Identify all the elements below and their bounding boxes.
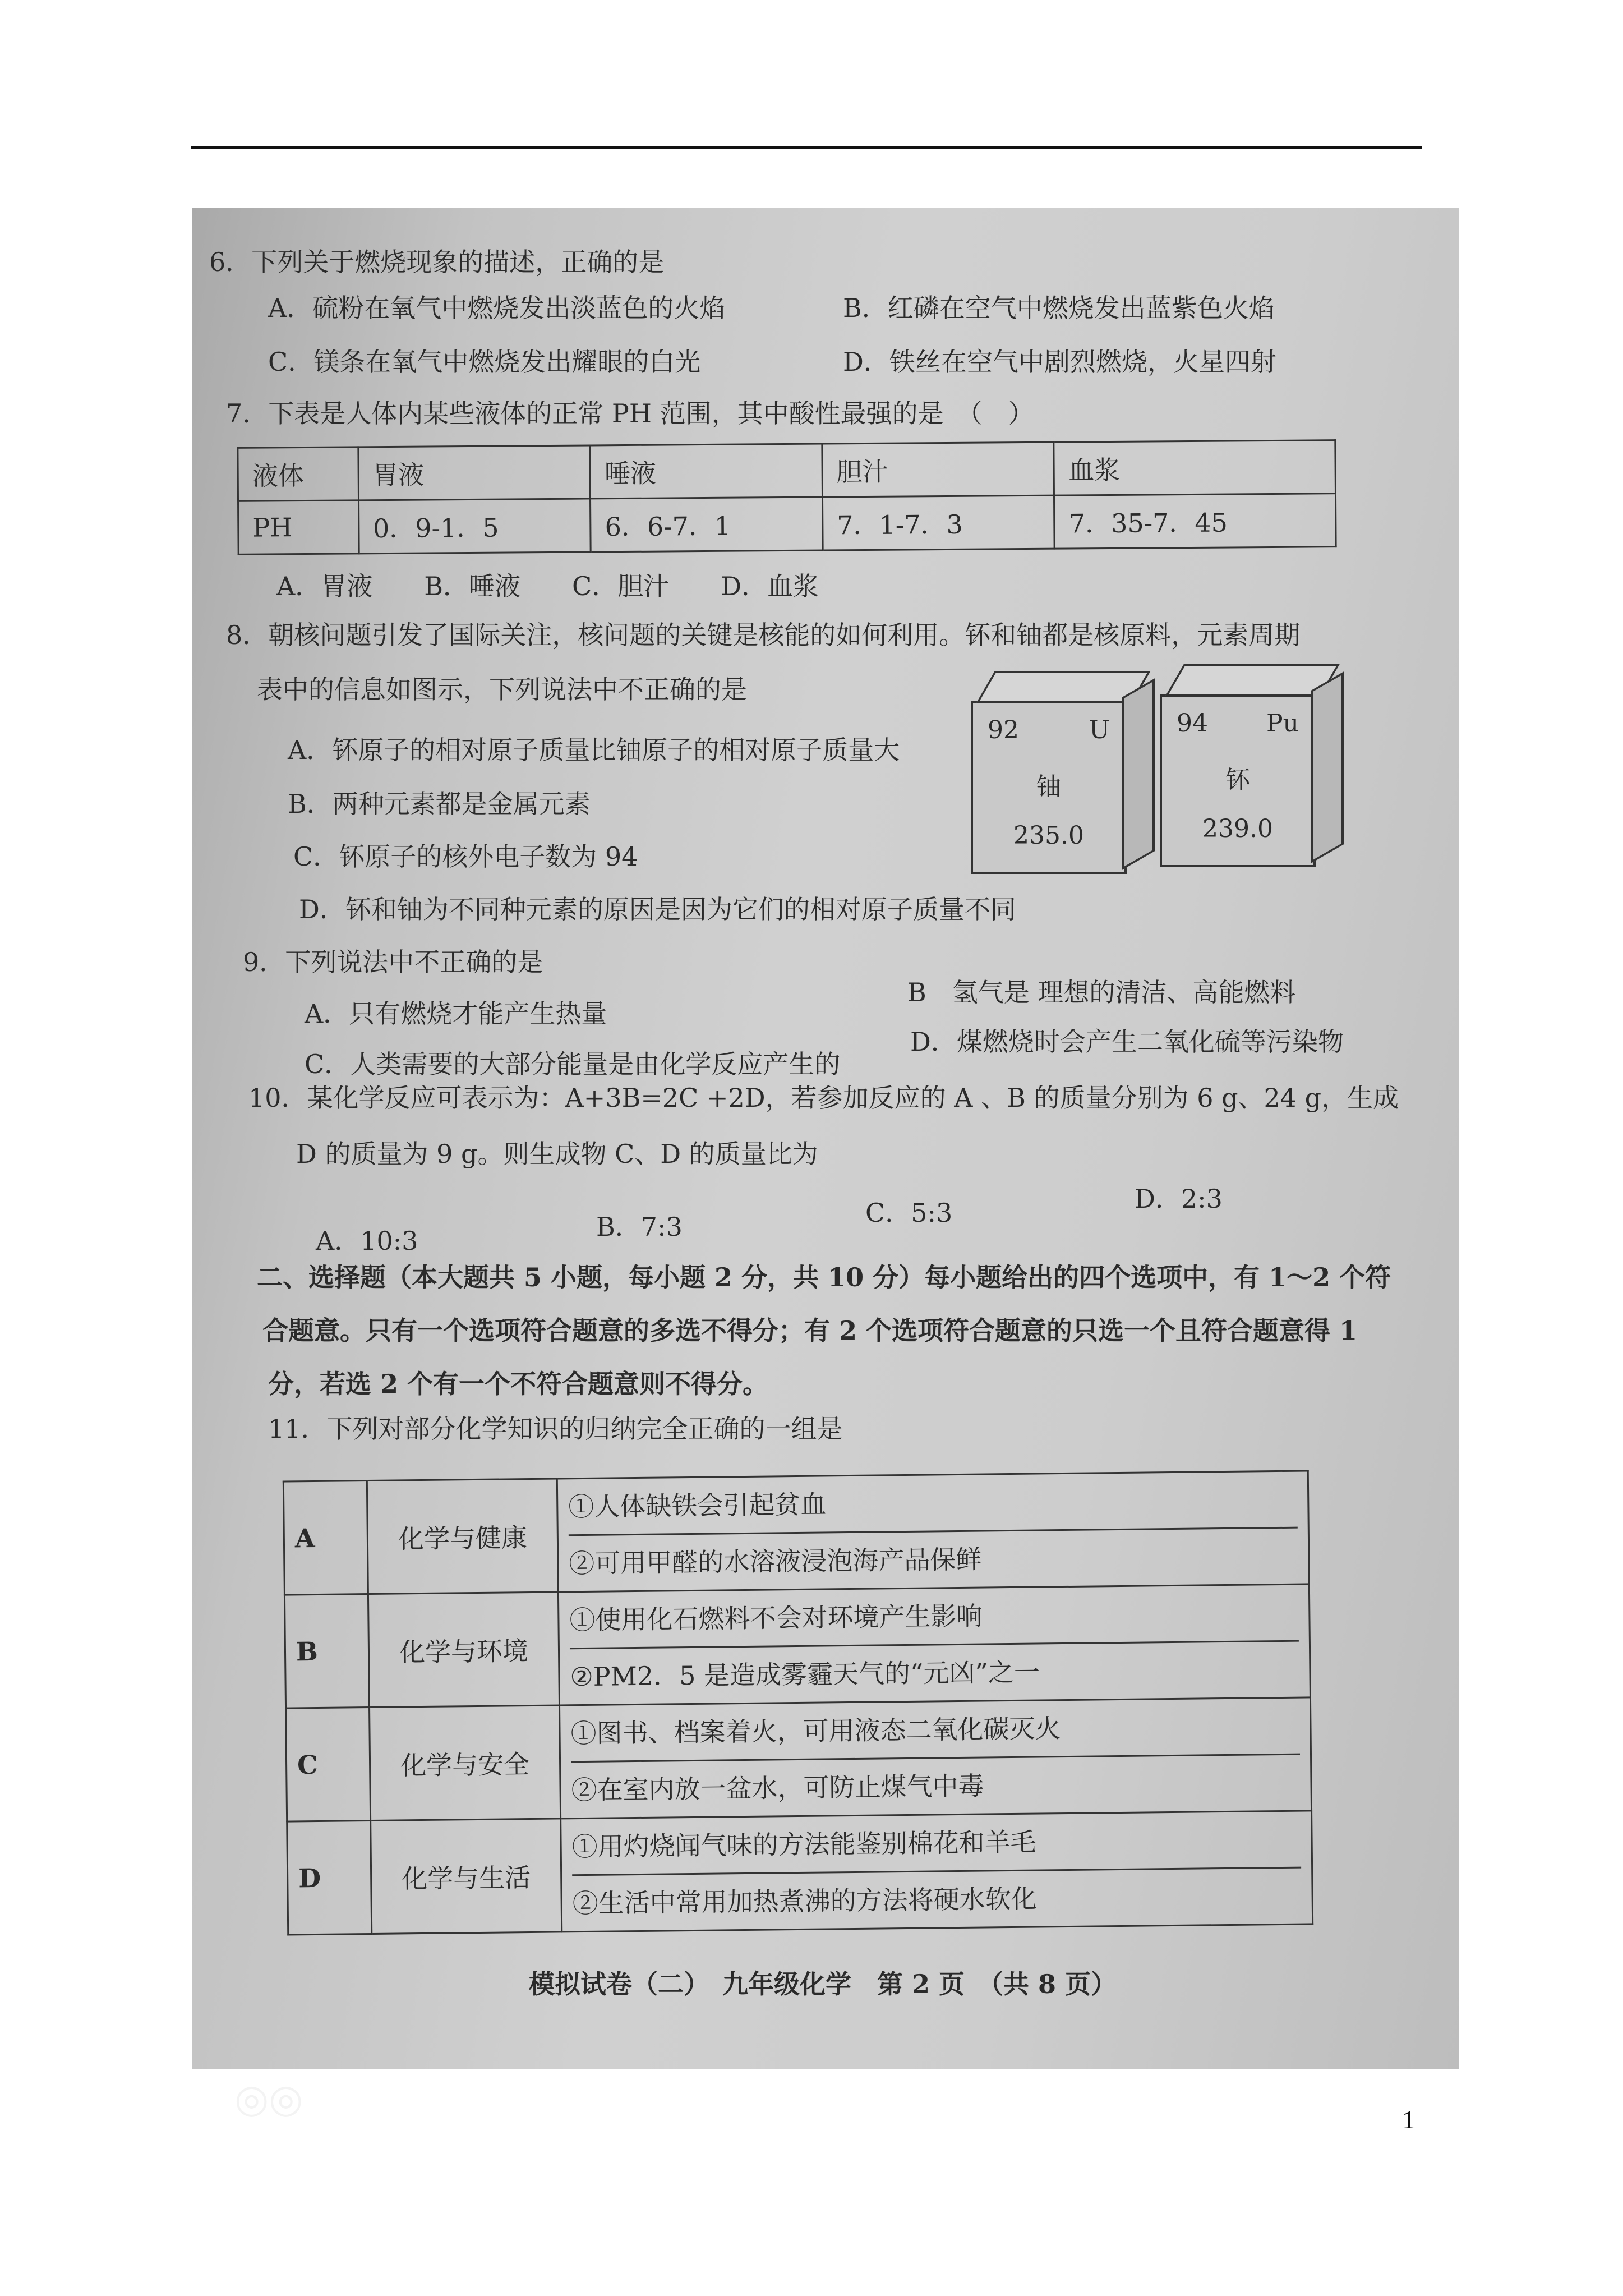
atomic-mass: 235.0: [1013, 821, 1084, 850]
q10-stem-line1: 10．某化学反应可表示为：A+3B=2C +2D，若参加反应的 A 、B 的质量分别为 6 g、24 g，生成: [248, 1083, 1399, 1113]
q8-stem-line2: 表中的信息如图示，下列说法中不正确的是: [257, 674, 747, 705]
table-cell: PH: [238, 500, 359, 554]
item-text: ②生活中常用加热煮沸的方法将硬水软化: [572, 1867, 1302, 1931]
row-letter: C: [286, 1708, 371, 1822]
header-rule: [191, 146, 1422, 149]
q9-stem: 9．下列说法中不正确的是: [243, 947, 543, 977]
row-topic: 化学与生活: [371, 1819, 562, 1934]
section2-heading-line1: 二、选择题（本大题共 5 小题，每小题 2 分，共 10 分）每小题给出的四个选项中，有 1～2 个符: [257, 1262, 1391, 1292]
item-text: ①图书、档案着火，可用液态二氧化碳灭火: [570, 1713, 1061, 1749]
table-cell: 胆汁: [822, 442, 1054, 497]
item-text: ②在室内放一盆水，可防止煤气中毒: [571, 1754, 1301, 1818]
q7-stem: 7．下表是人体内某些液体的正常 PH 范围，其中酸性最强的是 （ ）: [226, 398, 1034, 429]
q9-option-d: D．煤燃烧时会产生二氧化硫等污染物: [910, 1027, 1344, 1057]
table-cell: 7．35-7．45: [1054, 494, 1336, 549]
q8-stem-line1: 8．朝核问题引发了国际关注，核问题的关键是核能的如何利用。钚和铀都是核原料，元素周期: [226, 620, 1301, 650]
exam-photo: [192, 208, 1459, 2122]
q10-option-c: C．5:3: [865, 1198, 953, 1228]
section2-heading-line2: 合题意。只有一个选项符合题意的多选不得分；有 2 个选项符合题意的只选一个且符合题意得 1: [262, 1315, 1358, 1346]
table-cell: 6．6-7．1: [591, 497, 823, 552]
atomic-mass: 239.0: [1202, 815, 1273, 843]
item-text: ①用灼烧闻气味的方法能鉴别棉花和羊毛: [571, 1826, 1036, 1862]
row-letter: A: [283, 1481, 368, 1595]
row-items: [557, 1471, 1309, 1592]
q10-option-d: D．2:3: [1135, 1184, 1223, 1214]
q6-option-a: A．硫粉在氧气中燃烧发出淡蓝色的火焰: [268, 293, 726, 323]
q11-stem: 11．下列对部分化学知识的归纳完全正确的一组是: [268, 1414, 843, 1444]
q10-option-a: A．10:3: [316, 1226, 418, 1256]
row-topic: 化学与安全: [370, 1705, 561, 1821]
item-text: ①人体缺铁会引起贫血: [568, 1489, 827, 1522]
q7-options: A．胃液 B．唾液 C．胆汁 D．血浆: [276, 571, 819, 601]
row-items: [558, 1584, 1310, 1705]
q10-option-b: B．7:3: [596, 1212, 683, 1242]
row-items: [560, 1697, 1312, 1819]
exam-footer: 模拟试卷（二） 九年级化学 第 2 页 （共 8 页）: [529, 1969, 1117, 1999]
table-cell: 唾液: [590, 444, 822, 499]
table-row: [283, 1471, 1309, 1595]
row-topic: 化学与环境: [368, 1592, 559, 1708]
element-name: 铀: [1036, 772, 1061, 801]
q6-option-b: B．红磷在空气中燃烧发出蓝紫色火焰: [843, 293, 1275, 323]
watermark-logo-icon: ◎◎: [234, 2076, 303, 2122]
page-number: 1: [1402, 2105, 1415, 2134]
row-letter: B: [284, 1594, 369, 1709]
table-row: [238, 494, 1336, 555]
element-name: 钚: [1225, 766, 1250, 794]
table-row: [286, 1697, 1312, 1821]
q8-option-b: B．两种元素都是金属元素: [288, 789, 591, 819]
q10-stem-line2: D 的质量为 9 g。则生成物 C、D 的质量比为: [296, 1139, 818, 1169]
q8-option-c: C．钚原子的核外电子数为 94: [293, 841, 638, 872]
section2-heading-line3: 分，若选 2 个有一个不符合题意则不得分。: [268, 1369, 769, 1399]
q9-option-b: B 氢气是 理想的清洁、高能燃料: [907, 977, 1296, 1007]
table-row: [287, 1811, 1313, 1935]
table-cell: 血浆: [1054, 440, 1335, 495]
card-side-face: [1122, 678, 1155, 869]
table-cell: 0．9-1．5: [358, 499, 591, 554]
element-symbol: Pu: [1266, 709, 1299, 738]
q9-option-a: A．只有燃烧才能产生热量: [305, 999, 607, 1029]
row-letter: D: [287, 1820, 372, 1935]
item-text: ②可用甲醛的水溶液浸泡海产品保鲜: [569, 1527, 1298, 1591]
element-symbol: U: [1089, 716, 1110, 744]
ph-table: [237, 439, 1336, 555]
q6-option-c: C．镁条在氧气中燃烧发出耀眼的白光: [268, 347, 701, 377]
q6-stem: 6．下列关于燃烧现象的描述，正确的是: [209, 247, 665, 277]
q6-option-d: D．铁丝在空气中剧烈燃烧，火星四射: [843, 347, 1276, 377]
table-cell: 胃液: [358, 445, 590, 500]
table-row: [238, 440, 1336, 501]
table-cell: 液体: [238, 447, 358, 501]
atomic-number: 92: [988, 716, 1019, 744]
knowledge-table: [283, 1470, 1313, 1935]
q9-option-c: C．人类需要的大部分能量是由化学反应产生的: [305, 1049, 841, 1079]
q8-option-d: D．钚和铀为不同种元素的原因是因为它们的相对原子质量不同: [299, 894, 1016, 924]
table-row: [284, 1584, 1310, 1708]
element-card-uranium: [971, 701, 1127, 874]
table-cell: 7．1-7．3: [822, 495, 1054, 550]
atomic-number: 94: [1177, 709, 1208, 738]
item-text: ①使用化石燃料不会对环境产生影响: [569, 1600, 983, 1636]
row-topic: 化学与健康: [367, 1479, 558, 1594]
item-text: ②PM2．5 是造成雾霾天气的“元凶”之一: [570, 1640, 1299, 1705]
q8-option-a: A．钚原子的相对原子质量比铀原子的相对原子质量大: [288, 735, 900, 765]
card-side-face: [1311, 671, 1344, 863]
element-card-plutonium: [1160, 694, 1316, 867]
row-items: [561, 1811, 1313, 1932]
